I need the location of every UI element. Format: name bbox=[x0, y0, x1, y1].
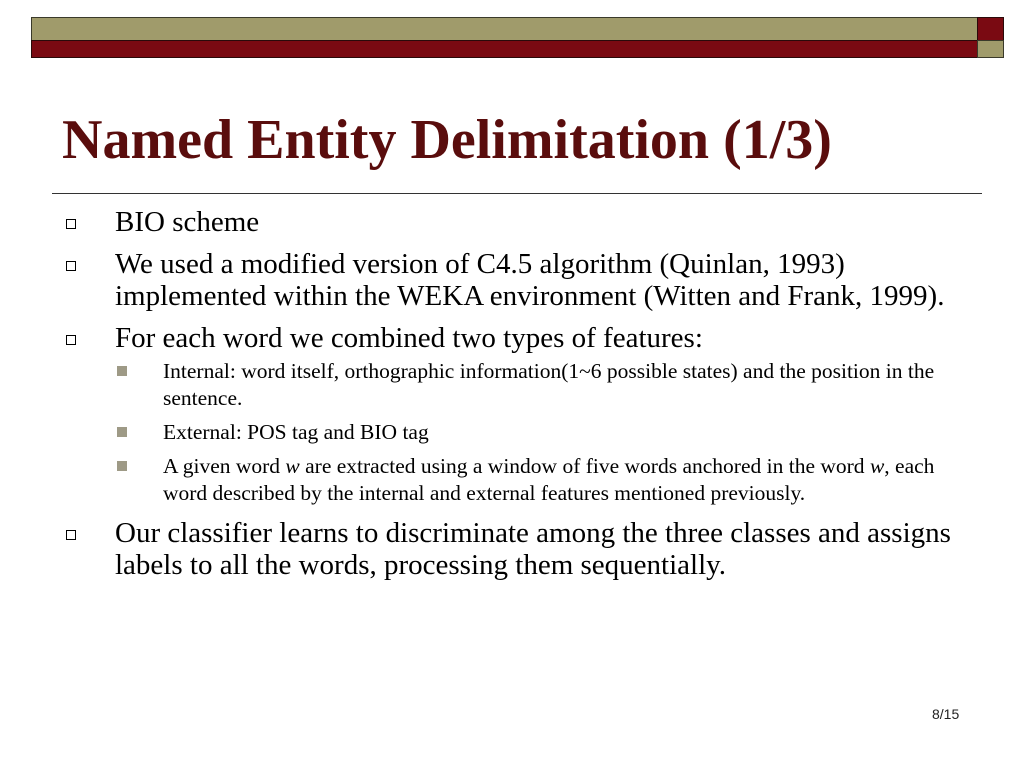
hollow-square-bullet-icon bbox=[66, 530, 76, 540]
bullet-item bbox=[62, 206, 982, 238]
bullet-item bbox=[62, 248, 982, 312]
sub-bullet-item bbox=[62, 419, 982, 446]
header-banner-olive bbox=[31, 17, 978, 41]
text-segment: are extracted using a window of five words anchored in the word bbox=[299, 454, 870, 478]
bullet-text: Our classifier learns to discriminate among the three classes and assigns labels to all the words, processing them sequentially. bbox=[115, 517, 951, 581]
sub-bullet-item bbox=[62, 453, 982, 507]
hollow-square-bullet-icon bbox=[66, 261, 76, 271]
filled-square-bullet-icon bbox=[117, 366, 127, 376]
header-corner-olive bbox=[977, 40, 1004, 58]
italic-word: w bbox=[869, 454, 885, 478]
sub-bullet-list bbox=[62, 358, 982, 507]
sub-bullet-text: Internal: word itself, orthographic information(1~6 possible states) and the position in the sentence. bbox=[163, 359, 935, 410]
hollow-square-bullet-icon bbox=[66, 335, 76, 345]
filled-square-bullet-icon bbox=[117, 461, 127, 471]
title-divider bbox=[52, 193, 982, 194]
sub-bullet-text bbox=[163, 454, 934, 505]
bullet-text: BIO scheme bbox=[115, 206, 260, 238]
bullet-text: We used a modified version of C4.5 algorithm (Quinlan, 1993) implemented within the WEKA environment (Witten and Frank, 1999). bbox=[115, 248, 945, 312]
filled-square-bullet-icon bbox=[117, 427, 127, 437]
sub-bullet-text: External: POS tag and BIO tag bbox=[163, 420, 429, 444]
hollow-square-bullet-icon bbox=[66, 219, 76, 229]
bullet-item bbox=[62, 517, 982, 581]
slide-title: Named Entity Delimitation (1/3) bbox=[62, 109, 832, 171]
bullet-item bbox=[62, 322, 982, 354]
header-corner-maroon bbox=[977, 17, 1004, 41]
slide-content bbox=[62, 206, 982, 591]
header-banner-maroon bbox=[31, 40, 978, 58]
text-segment: , each word described by the internal and external features mentioned previously. bbox=[163, 454, 935, 505]
italic-word: w bbox=[285, 454, 300, 478]
text-segment: A given word bbox=[163, 454, 286, 478]
page-number: 8/15 bbox=[932, 706, 960, 722]
sub-bullet-item bbox=[62, 358, 982, 412]
bullet-text: For each word we combined two types of features: bbox=[115, 322, 703, 354]
